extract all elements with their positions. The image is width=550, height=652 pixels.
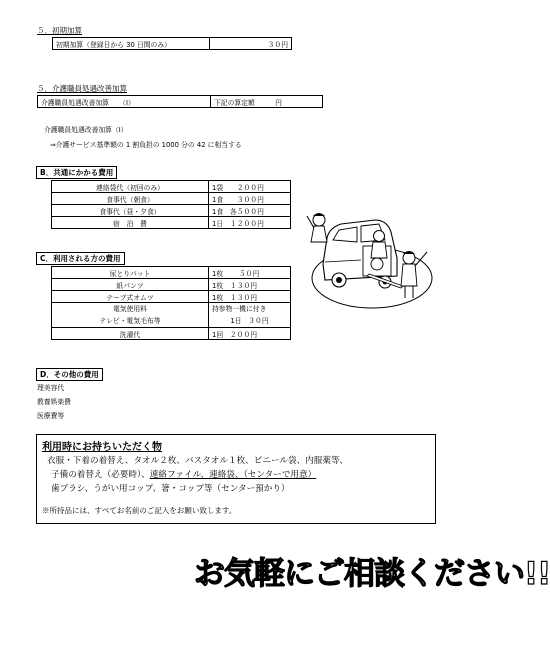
cost-value: 1回 ２００円 bbox=[209, 328, 291, 340]
table-row bbox=[38, 96, 323, 108]
van-caregivers-illustration bbox=[305, 202, 435, 312]
cost-value: 1食 各５００円 bbox=[209, 205, 291, 217]
table-row bbox=[52, 217, 291, 229]
cost-label: 連絡袋代（初回のみ） bbox=[52, 181, 209, 193]
care-worker-note-title: 介護職員処遇改善加算（Ⅰ） bbox=[44, 126, 128, 134]
initial-addition-label: 初期加算（登録日から 30 日間のみ） bbox=[53, 38, 210, 50]
care-worker-addition-table bbox=[37, 95, 323, 108]
section-title-user-costs: C．利用される方の費用 bbox=[36, 252, 125, 265]
electric-value-line2: 1日 ３０円 bbox=[230, 317, 269, 325]
electric-label-line1: 電気使用料 bbox=[113, 305, 147, 313]
section-title-common-costs: B．共通にかかる費用 bbox=[36, 166, 117, 179]
common-costs-table bbox=[51, 180, 291, 229]
table-row bbox=[52, 267, 291, 279]
cost-label: 紙パンツ bbox=[52, 279, 209, 291]
cost-label: 食事代（昼・夕食） bbox=[52, 205, 209, 217]
items-to-bring-box bbox=[36, 434, 436, 524]
cost-label: 洗濯代 bbox=[52, 328, 209, 340]
cost-label-electric bbox=[52, 303, 209, 328]
cost-label: 食事代（朝食） bbox=[52, 193, 209, 205]
section-title-care-worker-addition: ５．介護職員処遇改善加算 bbox=[37, 84, 127, 93]
other-cost-item: 理美容代 bbox=[37, 384, 65, 392]
cost-value: 1枚 ５０円 bbox=[209, 267, 291, 279]
cost-value: 1枚 １３０円 bbox=[209, 279, 291, 291]
items-line-2 bbox=[51, 468, 316, 480]
initial-addition-table bbox=[52, 37, 292, 50]
cost-value: 1日 １２００円 bbox=[209, 217, 291, 229]
items-line-2-center-provided: 、（センターで用意） bbox=[234, 470, 317, 480]
cost-value: 1枚 １３０円 bbox=[209, 291, 291, 303]
items-line-1: 衣服・下着の着替え、タオル２枚、バスタオル１枚、ビニール袋、内服薬等、 bbox=[47, 456, 349, 466]
items-name-note: ※所持品には、すべてお名前のご記入をお願い致します。 bbox=[42, 506, 237, 515]
cost-label: テープ式オムツ bbox=[52, 291, 209, 303]
table-row bbox=[52, 181, 291, 193]
table-row bbox=[53, 38, 292, 50]
cost-value: 1食 ３００円 bbox=[209, 193, 291, 205]
table-row bbox=[52, 303, 291, 328]
items-line-2-contact-file: 連絡ファイル、連絡袋 bbox=[149, 470, 235, 480]
slogan-text: お気軽にご相談ください!! bbox=[194, 556, 550, 592]
other-cost-item: 医療費等 bbox=[37, 412, 65, 420]
care-worker-note-detail: ⇒介護サービス基準額の 1 割負担の 1000 分の 42 に相当する bbox=[50, 141, 242, 149]
cost-label: 尿とりパット bbox=[52, 267, 209, 279]
care-worker-addition-label: 介護職員処遇改善加算 （Ⅰ） bbox=[38, 96, 211, 108]
section-title-initial-addition: ５．初期加算 bbox=[37, 26, 82, 35]
items-to-bring-title: 利用時にお持ちいただく物 bbox=[42, 442, 162, 453]
items-line-2-spare-clothes: 子備の着替え（必要時）、 bbox=[51, 470, 150, 480]
cost-label: 宿 泊 費 bbox=[52, 217, 209, 229]
electric-label-line2: テレビ・電気毛布等 bbox=[99, 317, 161, 325]
table-row bbox=[52, 328, 291, 340]
section-title-other-costs: D．その他の費用 bbox=[36, 368, 103, 381]
table-row bbox=[52, 205, 291, 217]
cost-value-electric bbox=[209, 303, 291, 328]
table-row bbox=[52, 291, 291, 303]
items-line-3: 歯ブラシ、うがい用コップ、箸・コップ等（センター預かり） bbox=[51, 484, 290, 494]
electric-value-line1: 持参物一機に付き bbox=[212, 305, 267, 313]
initial-addition-value: ３０円 bbox=[210, 38, 292, 50]
table-row bbox=[52, 193, 291, 205]
user-costs-table bbox=[51, 266, 291, 340]
table-row bbox=[52, 279, 291, 291]
other-cost-item: 教養娯楽費 bbox=[37, 398, 71, 406]
care-worker-addition-value: 下記の算定額 円 bbox=[211, 96, 323, 108]
cost-value: 1袋 ２００円 bbox=[209, 181, 291, 193]
